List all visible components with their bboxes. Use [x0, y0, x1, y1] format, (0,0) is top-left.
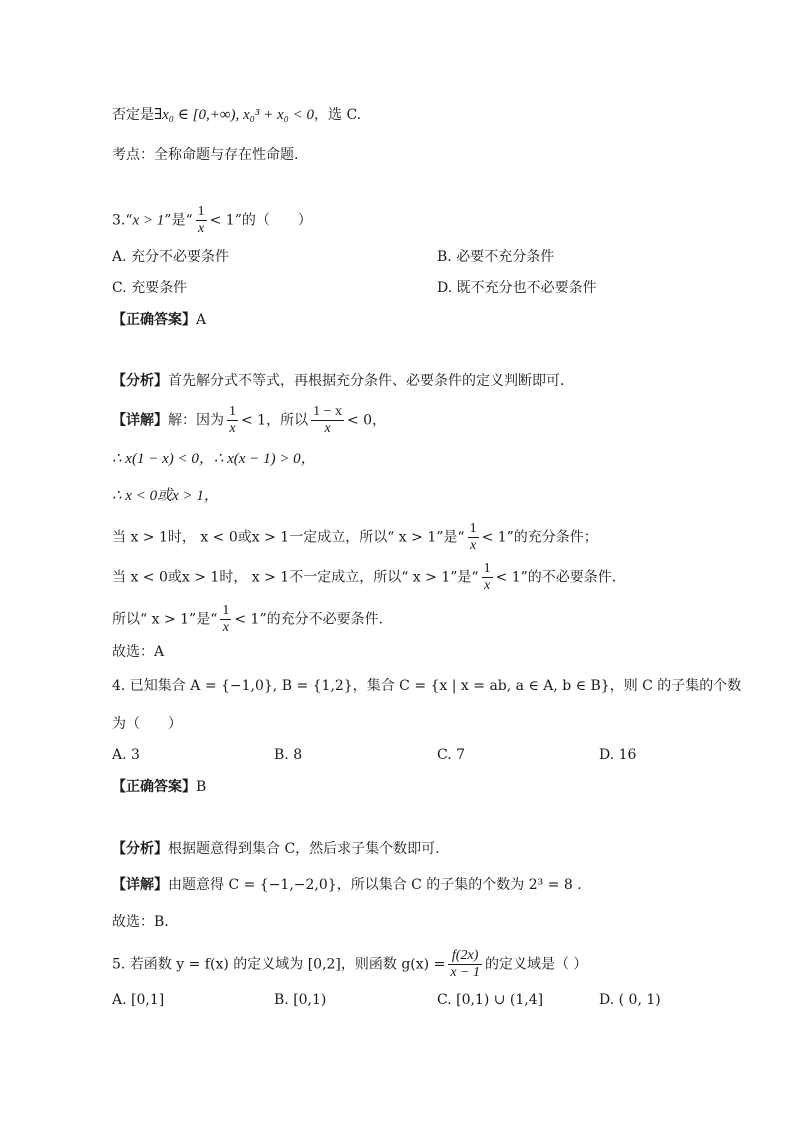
q3-option-a: A. 充分不必要条件	[112, 249, 230, 265]
q3-detail-1b: < 1，所以	[241, 412, 309, 429]
q3-choose: 故选：A	[112, 644, 165, 660]
q3-detail-5b: < 1”的不必要条件．	[495, 569, 626, 586]
q3-stem-a: 3.“	[112, 212, 133, 229]
q4-analysis	[112, 839, 440, 859]
q4-option-b: B. 8	[274, 747, 303, 763]
q4-answer-value: B	[196, 779, 207, 795]
q3-detail-1d: < 0，	[347, 412, 387, 429]
negation-suffix: ，选 C.	[314, 107, 362, 123]
q3-analysis	[112, 371, 574, 391]
q4-detail	[112, 875, 582, 895]
q3-answer	[112, 310, 206, 330]
q3-detail-frac-5-num: 1	[222, 603, 230, 618]
q3-detail-frac-2-num: 1 − x	[313, 404, 342, 419]
q3-option-c: C. 充要条件	[112, 280, 188, 296]
q3-detail-frac-2	[311, 404, 344, 437]
q3-fraction	[196, 204, 207, 237]
negation-prefix: 否定是	[112, 107, 154, 123]
q4-option-c: C. 7	[437, 747, 466, 763]
q5-stem-b: 的定义域是（ ）	[484, 956, 588, 973]
q3-detail-frac-3-num: 1	[469, 521, 477, 536]
q3-detail-label: 【详解】	[112, 412, 168, 429]
q4-detail-label: 【详解】	[112, 877, 168, 893]
q3-detail-6b: < 1”的充分不必要条件．	[234, 611, 393, 628]
q3-stem	[112, 204, 312, 237]
q5-option-b: B. [0,1)	[274, 992, 327, 1008]
q4-stem-1: 4. 已知集合 A = {−1,0}, B = {1,2}，集合 C = {x | x = ab, a ∈ A, b ∈ B}，则 C 的子集的个数	[112, 678, 742, 694]
q3-analysis-label: 【分析】	[112, 373, 168, 389]
q3-detail-4	[112, 521, 598, 554]
q4-choose: 故选：B.	[112, 914, 169, 930]
q3-stem-c: < 1”的（ ）	[209, 212, 312, 229]
q3-stem-b: ”是“	[164, 212, 193, 229]
q5-stem	[112, 948, 587, 981]
q3-detail-4b: < 1”的充分条件；	[481, 529, 598, 546]
q3-detail-frac-5-den: x	[222, 620, 229, 635]
q3-detail-frac-2-den: x	[324, 421, 331, 436]
q3-detail-5a: 当 x < 0或x > 1时， x > 1不一定成立，所以“ x > 1”是“	[112, 569, 479, 586]
negation-line	[112, 105, 361, 125]
q3-detail-6	[112, 603, 393, 636]
q3-detail-frac-4	[482, 561, 493, 594]
q4-detail-text: 由题意得 C = {−1,−2,0}，所以集合 C 的子集的个数为 2³ = 8 .	[168, 877, 582, 893]
q5-stem-a: 5. 若函数 y = f(x) 的定义域为 [0,2]，则函数 g(x) =	[112, 956, 446, 973]
q5-option-d: D. ( 0, 1)	[599, 992, 661, 1008]
q3-detail-frac-3-den: x	[469, 538, 477, 553]
q3-detail-frac-5	[220, 603, 231, 636]
q3-detail-frac-4-num: 1	[483, 561, 491, 576]
q3-frac-den: x	[198, 221, 205, 236]
q4-stem-2: 为（ ）	[112, 716, 182, 732]
negation-math: ∃x₀ ∈ [0,+∞), x₀³ + x₀ < 0	[154, 107, 314, 123]
q5-option-c: C. [0,1) ∪ (1,4]	[437, 992, 544, 1008]
q4-option-d: D. 16	[599, 747, 637, 763]
q5-fraction	[448, 948, 482, 981]
q3-answer-value: A	[196, 312, 207, 328]
q3-detail-frac-1-num: 1	[229, 404, 236, 419]
q4-analysis-label: 【分析】	[112, 841, 168, 857]
q3-option-b: B. 必要不充分条件	[437, 249, 555, 265]
q3-detail-2: ∴ x(1 − x) < 0，∴ x(x − 1) > 0，	[112, 451, 316, 467]
q3-detail-frac-1-den: x	[229, 421, 236, 436]
q4-answer-label: 【正确答案】	[112, 779, 196, 795]
q3-detail-1	[112, 404, 386, 437]
q3-answer-label: 【正确答案】	[112, 312, 196, 328]
q3-detail-1a: 解：因为	[168, 412, 224, 429]
kaodian-line: 考点：全称命题与存在性命题.	[112, 147, 299, 163]
q5-frac-num: f(2x)	[448, 948, 482, 965]
q4-option-a: A. 3	[112, 747, 140, 763]
q3-analysis-text: 首先解分式不等式，再根据充分条件、必要条件的定义判断即可．	[168, 373, 574, 389]
q3-frac-num: 1	[197, 204, 205, 219]
q5-frac-den: x − 1	[450, 965, 480, 980]
q4-analysis-text: 根据题意得到集合 C，然后求子集个数即可.	[168, 841, 440, 857]
q3-detail-4a: 当 x > 1时， x < 0或x > 1一定成立，所以“ x > 1”是“	[112, 529, 465, 546]
q3-detail-frac-4-den: x	[483, 578, 491, 593]
q3-detail-frac-3	[468, 521, 479, 554]
q5-option-a: A. [0,1]	[112, 992, 165, 1008]
q3-stem-cond: x > 1	[132, 212, 165, 229]
q4-answer	[112, 777, 206, 797]
q3-detail-frac-1	[227, 404, 238, 437]
q3-detail-3: ∴ x < 0或x > 1，	[112, 488, 219, 504]
q3-option-d: D. 既不充分也不必要条件	[437, 280, 597, 296]
q3-detail-6a: 所以“ x > 1”是“	[112, 611, 218, 628]
q3-detail-5	[112, 561, 626, 594]
